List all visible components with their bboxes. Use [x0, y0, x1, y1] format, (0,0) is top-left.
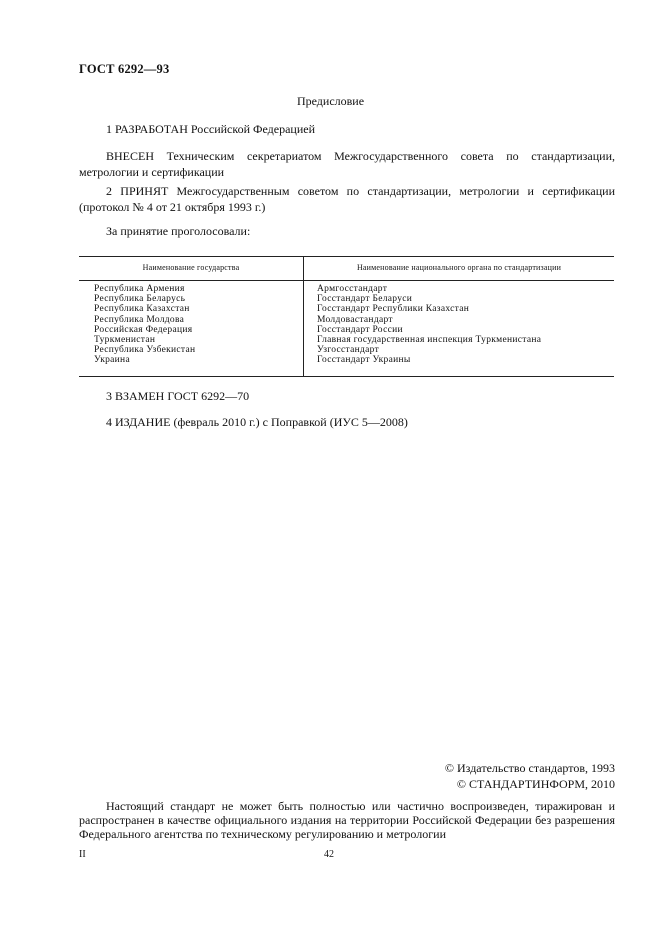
voting-table — [79, 256, 614, 377]
table-cell-state: Туркменистан — [94, 335, 156, 346]
table-cell-body: Армгосстандарт — [317, 284, 388, 294]
table-cell-body: Молдовастандарт — [317, 314, 393, 325]
paragraph-introduced: ВНЕСЕН Техническим секретариатом Межгосударственного совета по стандартизации, метрологии и сертификации — [79, 149, 615, 179]
roman-page-number: II — [79, 849, 86, 860]
section-title: Предисловие — [296, 94, 365, 108]
table-cell-state: Республика Узбекистан — [94, 345, 196, 356]
table-cell-state: Российская Федерация — [94, 324, 193, 335]
table-cell-body: Главная государственная инспекция Туркменистана — [317, 335, 542, 346]
table-cell-body: Госстандарт Беларуси — [317, 294, 413, 305]
table-cell-body: Госстандарт Республики Казахстан — [317, 304, 470, 315]
table-header-body: Наименование национального органа по стандартизации — [356, 263, 562, 272]
page-number: 42 — [324, 849, 334, 860]
table-column-states — [94, 284, 195, 366]
standard-code: ГОСТ 6292—93 — [79, 62, 170, 76]
paragraph-replaces: 3 ВЗАМЕН ГОСТ 6292—70 — [106, 389, 250, 403]
paragraph-developed: 1 РАЗРАБОТАН Российской Федерацией — [106, 122, 315, 136]
table-cell-body: Госстандарт России — [317, 324, 403, 335]
table-column-bodies — [317, 284, 541, 366]
table-header-divider — [79, 280, 614, 281]
table-cell-state: Республика Беларусь — [94, 294, 186, 305]
copyright-line-2: © СТАНДАРТИНФОРМ, 2010 — [456, 777, 615, 791]
paragraph-adopted: 2 ПРИНЯТ Межгосударственным советом по стандартизации, метрологии и сертификации (протокол № 4 от 21 октября 1993 г.) — [79, 184, 615, 214]
table-cell-body: Госстандарт Украины — [317, 355, 411, 366]
table-cell-state: Республика Армения — [94, 284, 185, 294]
paragraph-edition: 4 ИЗДАНИЕ (февраль 2010 г.) с Поправкой (ИУС 5—2008) — [106, 415, 408, 429]
paragraph-voted-intro: За принятие проголосовали: — [106, 224, 251, 238]
copyright-line-1: © Издательство стандартов, 1993 — [444, 761, 615, 775]
table-column-divider — [303, 257, 304, 376]
table-cell-state: Республика Молдова — [94, 314, 185, 325]
table-cell-body: Узгосстандарт — [317, 345, 380, 356]
reproduction-notice: Настоящий стандарт не может быть полностью или частично воспроизведен, тиражирован и распространен в качестве официального издания на территории Российской Федерации без разрешения Федерального агентства по техническому регулированию и метрологии — [79, 799, 615, 841]
table-header-state: Наименование государства — [142, 263, 240, 272]
table-cell-state: Республика Казахстан — [94, 304, 190, 315]
table-cell-state: Украина — [94, 355, 130, 366]
